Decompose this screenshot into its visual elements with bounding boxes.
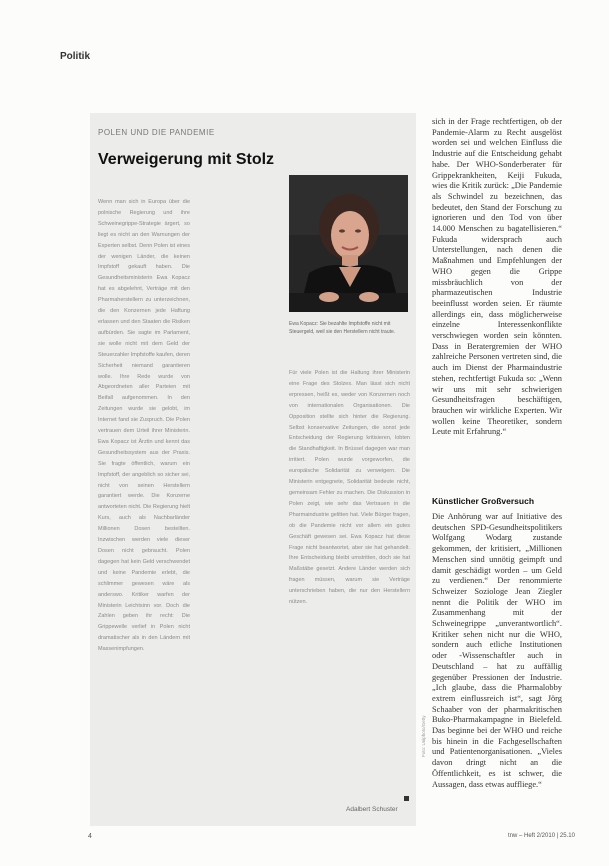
sidebar-column-2: Für viele Polen ist die Haltung ihrer Ministerin eine Frage des Stolzes. Man lässt sich nicht erpressen, heißt es, weder von Konzernen noch von internationalen Organisationen. Die Opposition stellte sich hinter die Regierung. Selbst konservative Zeitungen, die sonst jede Entscheidung der Regierung kritisieren, lobten die Standhaftigkeit. In Brüssel dagegen war man irritiert. Polen wurde vorgeworfen, die europäische Solidarität zu verweigern. Die Ministerin entgegnete, Solidarität bedeute nicht, gemeinsam Fehler zu machen. Die Diskussion in Polen zeigt, wie sehr das Vertrauen in die Pharmaindustrie gelitten hat. Viele Bürger fragen, ob die Pandemie nicht vor allem ein gutes Geschäft gewesen sei. Ewa Kopacz hat diese Frage nicht beantwortet, aber sie hat gehandelt. Ihre Entscheidung bleibt umstritten, doch sie hat Maßstäbe gesetzt. Andere Länder werden sich fragen müssen, warum sie Verträge unterschrieben haben, die nur den Herstellern nützen. [289,370,410,606]
portrait-photo [289,175,408,312]
issue-footer: tnw – Heft 2/2010 | 25.10 [508,833,575,839]
section-label: Politik [60,51,91,62]
sidebar-headline: Verweigerung mit Stolz [98,151,275,168]
photo-caption: Ewa Kopacz: Sie bezahlte Impfstoffe nicht mit Steuergeld, weil sie den Herstellern nicht traute. [289,321,396,335]
portrait-photo-icon [289,175,408,312]
sidebar-author: Adalbert Schuster [346,806,398,813]
page-number: 4 [88,833,92,840]
main-column-text: sich in der Frage rechtfertigen, ob der Pandemie-Alarm zu Recht ausgelöst worden sei und welchen Einfluss die Industrie auf die Entscheidung gehabt habe. Der WHO-Sonderberater für Grippekrankheiten, Keiji Fukuda, wies die Kritik zurück: „Die Pandemie als Schwindel zu bezeichnen, das bedeutet, den Stand der Forschung zu ignorieren und den Tod von über 14.000 Menschen zu bagatellisieren.“ Fukuda widersprach auch Unterstellungen, nach denen die Maßnahmen und Empfehlungen der WHO gegen die Grippe missbräuchlich von der pharmazeutischen Industrie beeinflusst worden seien. Er räumte allerdings ein, dass möglicherweise einzelne Interessenkonflikte verschwiegen worden sein könnten. Dass in Beratergremien der WHO zahlreiche Personen vertreten sind, die auch im Dienst der Pharmaindustrie stehen, rechtfertigt Fukuda so: „Wenn wir uns mit sehr schwierigen Gesundheitsfragen beschäftigen, brauchen wir wirkliche Experten. Wir wollen keine Theoretiker, sondern Leute mit Erfahrung.“ [432,117,563,437]
photo-credit: Foto: Uniphoto/Getty [421,715,426,757]
main-column-text-2: Die Anhörung war auf Initiative des deutschen SPD-Gesundheitspolitikers Wolfgang Wodarg zustande gekommen, der kritisiert, „Millionen Menschen sind unnötig geimpft und damit geschädigt worden – um Geld zu verdienen.“ Der renommierte Schweizer Soziologe Jean Ziegler nennt die Politik der WHO im Zusammenhang mit der Schweinegrippe „unverantwortlich“. Kritiker sehen nicht nur die WHO, sondern auch etliche Institutionen oder -Wissenschaftler auch in Deutschland – hat zu auffällig gegenüber Pressionen der Industrie. „Ich glaube, dass die Pharmalobby extrem einflussreich ist“, sagt Jörg Schaaber von der pharmakritischen Buko-Pharmakampagne in Bielefeld. Das beginne bei der WHO und reiche bis hinein in die Fachgesellschaften und Patientenorganisationen. „Vieles davon dringt nicht an die Öffentlichkeit, es ist schwer, die Aussagen, dass etwas auffliege.“ [432,512,562,789]
sidebar-column-1: Wenn man sich in Europa über die polnische Regierung und ihre Schweinegrippe-Strategie ärgert, so liegt es nicht an den Warnungen der Experten selbst. Denn Polen ist eines der wenigen Länder, die keinen Impfstoff gekauft haben. Die Gesundheitsministerin Ewa Kopacz hat es abgelehnt, Verträge mit den Pharmaherstellern zu unterzeichnen, die den Konzernen jede Haftung erlassen und den Staaten die Risiken aufbürden. Sie sagte im Parlament, sie wolle nicht mit dem Geld der Steuerzahler Impfstoffe kaufen, deren Sicherheit niemand garantieren wolle. Ihre Rede wurde von Abgeordneten aller Parteien mit Beifall aufgenommen. In den Zeitungen wurde sie gelobt, im Internet fand sie Zuspruch. Die Polen vertrauen dem Urteil ihrer Ministerin. Ewa Kopacz ist Ärztin und kennt das Gesundheitssystem aus der Praxis. Sie fragte öffentlich, warum ein Impfstoff, der angeblich so sicher sei, nicht von seinen Herstellern garantiert werde. Die Konzerne antworteten nicht. Die Regierung hielt Kurs, auch als Nachbarländer Millionen Dosen bestellten. Inzwischen werden viele dieser Dosen nicht gebraucht. Polen dagegen hat kein Geld verschwendet und keine Pandemie erlebt, die schlimmer gewesen wäre als anderswo. Kritiker warfen der Ministerin Leichtsinn vor. Doch die Zahlen geben ihr recht: Die Grippewelle verlief in Polen nicht dramatischer als in den Ländern mit Massenimpfungen. [98,199,190,653]
sidebar-kicker: POLEN UND DIE PANDEMIE [98,128,215,137]
end-square-icon [404,796,409,801]
main-subhead: Künstlicher Großversuch [432,496,535,506]
